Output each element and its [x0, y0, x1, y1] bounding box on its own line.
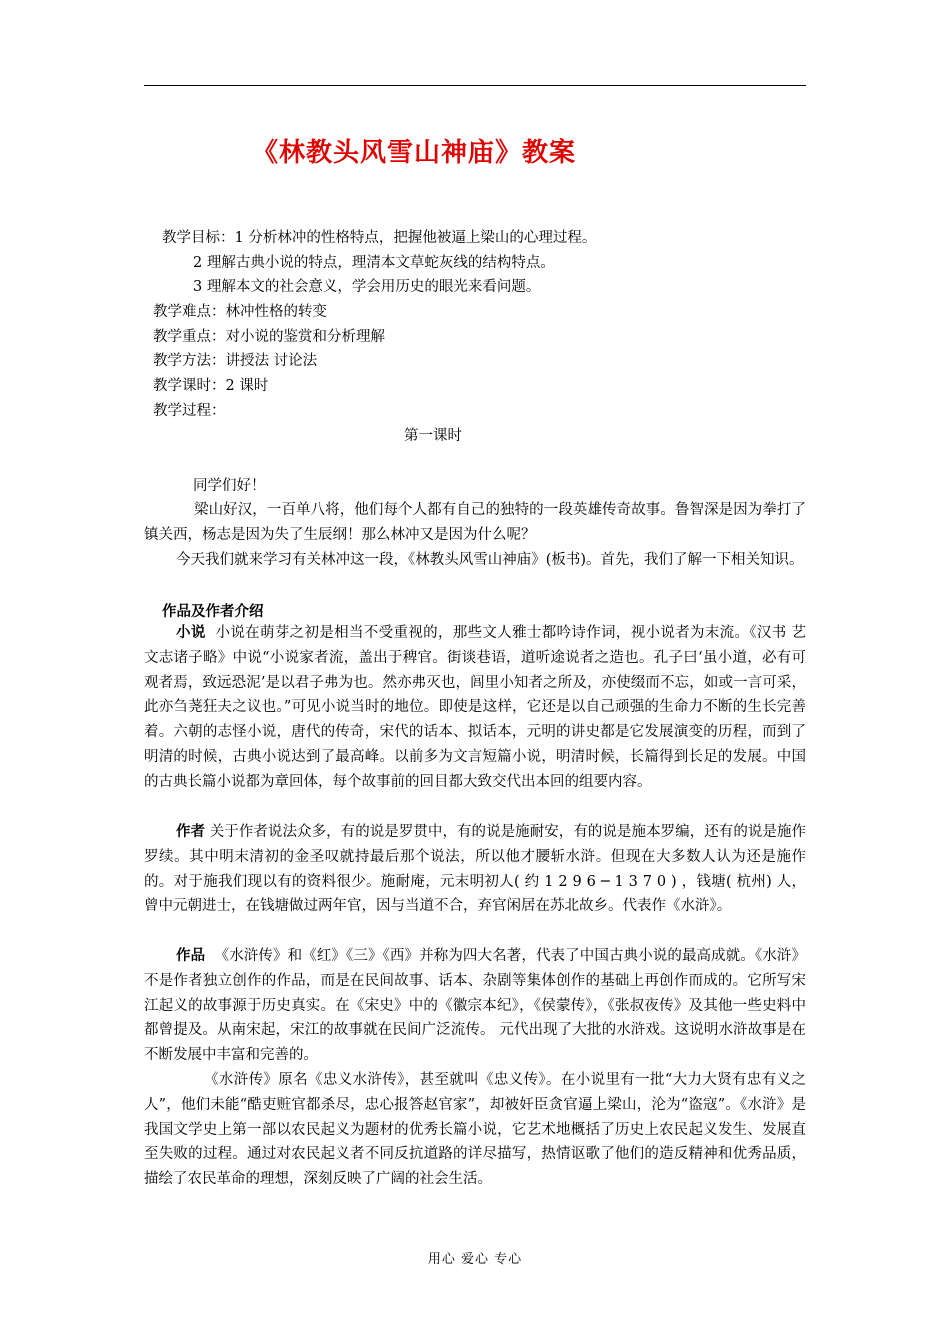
work-paragraph	[144, 944, 806, 1068]
process-line: 教学过程：	[153, 403, 226, 419]
novel-label: 小说	[176, 625, 206, 641]
work-label: 作品	[176, 948, 206, 964]
objective-line-3: 3 理解本文的社会意义，学会用历史的眼光来看问题。	[193, 279, 541, 295]
intro-paragraph-2: 今天我们就来学习有关林冲这一段，《林教头风雪山神庙》(板书)。首先，我们了解一下相关知识。	[176, 552, 804, 568]
focus-line: 教学重点：对小说的鉴赏和分析理解	[153, 329, 385, 345]
hours-line: 教学课时：2 课时	[153, 378, 269, 394]
objective-line-1: 教学目标：1 分析林冲的性格特点，把握他被逼上梁山的心理过程。	[162, 230, 597, 246]
difficulty-line: 教学难点：林冲性格的转变	[153, 304, 327, 320]
page-footer: 用心 爱心 专心	[427, 1252, 523, 1267]
objective-line-2: 2 理解古典小说的特点，理清本文草蛇灰线的结构特点。	[193, 255, 555, 271]
document-title: 《林教头风雪山神庙》教案	[252, 138, 577, 168]
novel-text: 小说在萌芽之初是相当不受重视的，那些文人雅士都吟诗作词，视小说者为末流。《汉书 艺文志诸子略》中说“小说家者流，盖出于稗官。街谈巷语，道听途说者之造也。孔子曰‘虽小道，必有可观者焉，致远恐泥’是以君子弗为也。然亦弗灭也，闾里小知者之所及，亦使缀而不忘，如或一言可采，此亦刍荛狂夫之议也。”可见小说当时的地位。即使是这样，它还是以自己顽强的生命力不断的生长完善着。六朝的志怪小说，唐代的传奇，宋代的话本、拟话本，元明的讲史都是它发展演变的历程，而到了明清的时候，古典小说达到了最高峰。以前多为文言短篇小说，明清时候，长篇得到长足的发展。中国的古典长篇小说都为章回体，每个故事前的回目都大致交代出本回的组要内容。	[144, 625, 806, 790]
intro-paragraph-1: 梁山好汉，一百单八将，他们每个人都有自己的独特的一段英雄传奇故事。鲁智深是因为拳打了镇关西，杨志是因为失了生辰纲！那么林冲又是因为什么呢？	[144, 502, 806, 543]
lesson-heading: 第一课时	[404, 428, 462, 444]
author-paragraph	[144, 820, 806, 919]
author-text: 关于作者说法众多，有的说是罗贯中，有的说是施耐安，有的说是施本罗编，还有的说是施作罗续。其中明末清初的金圣叹就持最后那个说法，所以他才腰斩水浒。但现在大多数人认为还是施作的。对于施我们现以有的资料很少。施耐庵，元末明初人( 约 1 2 9 6 ─ 1 3 7 0 ) ，钱塘( 杭州) 人，曾中元朝进士，在钱塘做过两年官，因与当道不合，弃官闲居在苏北故乡。代表作《水浒》。	[144, 824, 807, 915]
author-label: 作者	[176, 824, 206, 840]
work-text: 《水浒传》和《红》《三》《西》并称为四大名著，代表了中国古典小说的最高成就。《水浒》不是作者独立创作的作品，而是在民间故事、话本、杂剧等集体创作的基础上再创作而成的。它所写宋江起义的故事源于历史真实。在《宋史》中的《徽宗本纪》，《侯蒙传》，《张叔夜传》及其他一些史料中都曾提及。从南宋起，宋江的故事就在民间广泛流传。 元代出现了大批的水浒戏。这说明水浒故事是在不断发展中丰富和完善的。	[144, 948, 806, 1064]
novel-paragraph	[144, 621, 806, 795]
section-heading: 作品及作者介绍	[162, 604, 264, 620]
closing-paragraph: 《水浒传》原名《忠义水浒传》，甚至就叫《忠义传》。在小说里有一批“大力大贤有忠有义之人”，他们未能“酷吏赃官都杀尽，忠心报答赵官家”，却被奸臣贪官逼上梁山，沦为“盗寇”。《水浒》是我国文学史上第一部以农民起义为题材的优秀长篇小说，它艺术地概括了历史上农民起义发生、发展直至失败的过程。通过对农民起义者不同反抗道路的详尽描写，热情讴歌了他们的造反精神和优秀品质，描绘了农民革命的理想，深刻反映了广阔的社会生活。	[144, 1072, 806, 1188]
greeting-line: 同学们好！	[193, 478, 266, 494]
method-line: 教学方法：讲授法 讨论法	[153, 353, 318, 369]
header-rule	[144, 85, 806, 86]
